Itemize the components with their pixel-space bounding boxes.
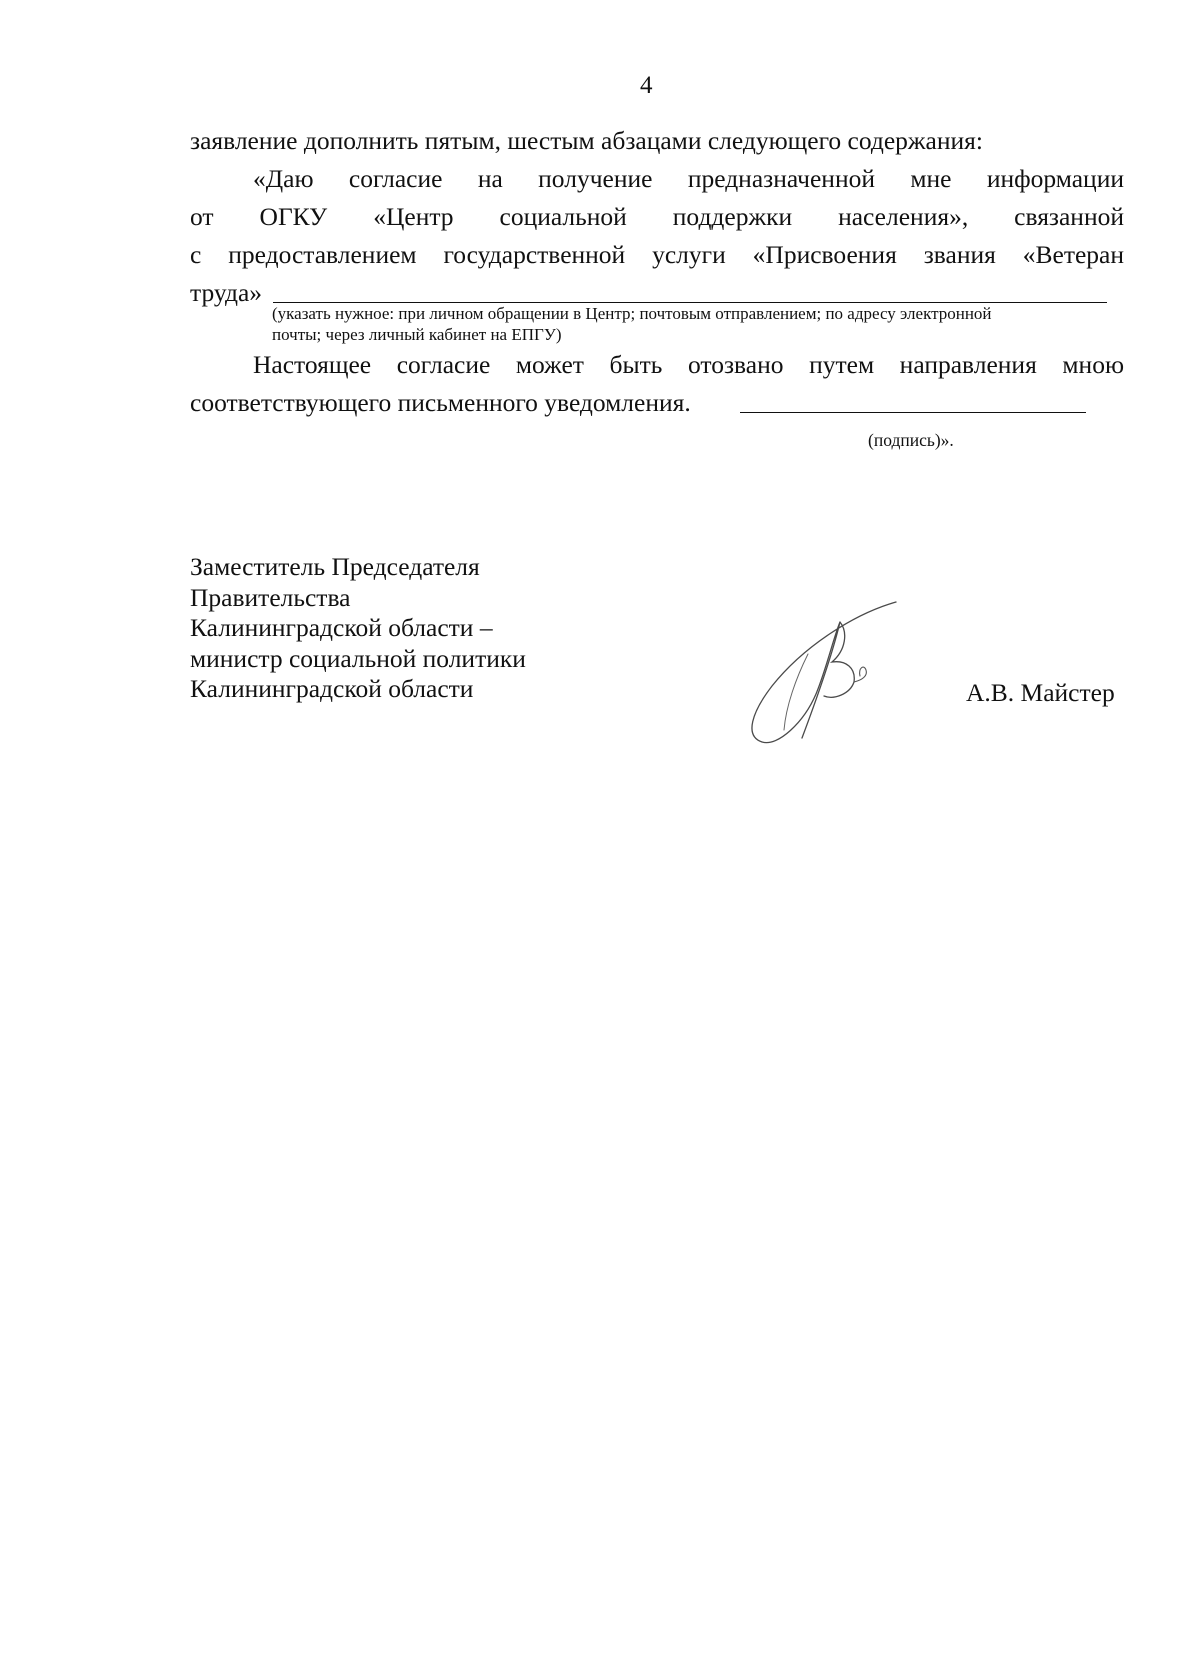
consent-line-4-prefix: труда» xyxy=(190,278,263,307)
consent-line-2: от ОГКУ «Центр социальной поддержки населения», связанной xyxy=(190,202,1124,231)
official-title-line-2: Правительства xyxy=(190,582,351,612)
delivery-method-blank xyxy=(273,274,1107,303)
revoke-line-1: Настоящее согласие может быть отозвано путем направления мною xyxy=(253,350,1124,379)
amendment-text xyxy=(190,122,1124,312)
revoke-line-2 xyxy=(190,384,1124,422)
revocation-text xyxy=(190,346,1124,422)
signer-name: А.В. Майстер xyxy=(966,678,1115,707)
official-title-line-1: Заместитель Председателя xyxy=(190,552,480,581)
official-title-line-3: Калининградской области – xyxy=(190,613,493,642)
delivery-method-note xyxy=(272,303,1102,345)
note-line-1: (указать нужное: при личном обращении в Центр; почтовым отправлением; по адресу электронной xyxy=(272,304,992,323)
note-line-2: почты; через личный кабинет на ЕПГУ) xyxy=(272,325,562,344)
consent-line-3: с предоставлением государственной услуги «Присвоения звания «Ветеран xyxy=(190,240,1124,269)
signature-caption: (подпись)». xyxy=(868,430,954,450)
consent-line-1: «Даю согласие на получение предназначенной мне информации xyxy=(253,164,1124,193)
official-title-line-4: министр социальной политики xyxy=(190,643,526,673)
signature-blank xyxy=(740,384,1086,413)
official-title-line-5: Калининградской области xyxy=(190,674,474,703)
handwritten-signature xyxy=(744,596,914,746)
page-number: 4 xyxy=(640,72,653,99)
intro-line: заявление дополнить пятым, шестым абзацами следующего содержания: xyxy=(190,126,983,155)
official-title xyxy=(190,552,526,705)
revoke-line-2-text: соответствующего письменного уведомления. xyxy=(190,388,691,417)
